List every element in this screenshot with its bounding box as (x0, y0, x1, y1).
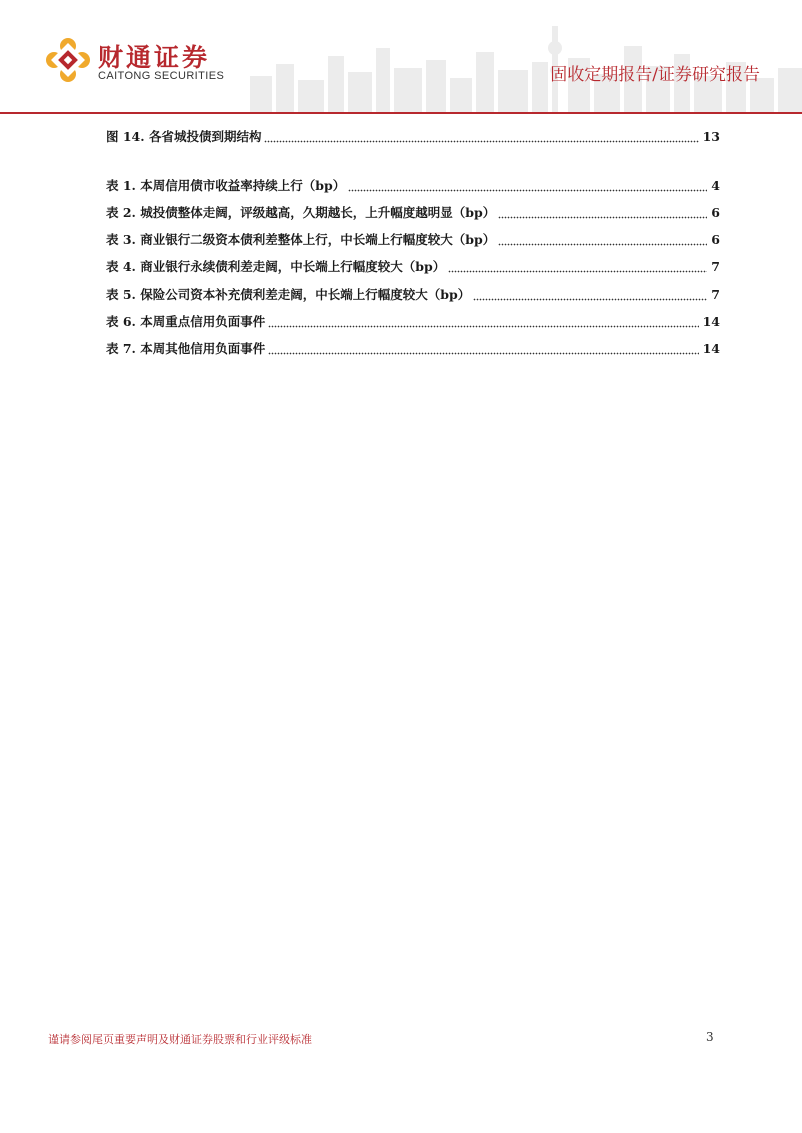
toc-entry-page: 6 (711, 232, 720, 247)
toc-entry[interactable] (106, 204, 720, 222)
toc-entry-page: 7 (711, 259, 720, 274)
toc-entry[interactable] (106, 258, 720, 276)
toc-entry[interactable] (106, 128, 720, 146)
toc-entry-page: 14 (702, 341, 720, 356)
toc-entry-page: 6 (711, 205, 720, 220)
brand-name-cn: 财通证券 (98, 43, 211, 72)
report-type-title: 固收定期报告/证券研究报告 (550, 65, 760, 85)
toc-entry-label: 表 4. 商业银行永续债利差走阔，中长端上行幅度较大（bp） (106, 259, 446, 274)
toc-entry-label: 表 5. 保险公司资本补充债利差走阔，中长端上行幅度较大（bp） (106, 287, 471, 302)
toc-entry-label: 图 14. 各省城投债到期结构 (106, 129, 262, 144)
toc-entry-page: 4 (711, 178, 720, 193)
caitong-logo-icon (46, 38, 90, 82)
dot-leader (264, 139, 698, 143)
toc-entry-label: 表 1. 本周信用债市收益率持续上行（bp） (106, 178, 346, 193)
footer-disclaimer: 谨请参阅尾页重要声明及财通证券股票和行业评级标准 (48, 1033, 312, 1046)
toc-entry-page: 7 (711, 287, 720, 302)
toc-entry[interactable] (106, 286, 720, 304)
dot-leader (268, 351, 698, 355)
dot-leader (473, 297, 707, 301)
toc-entry[interactable] (106, 177, 720, 195)
toc-entry-page: 14 (702, 314, 720, 329)
toc-entry[interactable] (106, 231, 720, 249)
dot-leader (498, 242, 707, 246)
page-header (0, 0, 802, 118)
dot-leader (448, 269, 707, 273)
dot-leader (348, 188, 707, 192)
toc-entry-label: 表 6. 本周重点信用负面事件 (106, 314, 266, 329)
brand-name-en: CAITONG SECURITIES (98, 70, 225, 82)
toc-entry[interactable] (106, 340, 720, 358)
toc-entry-label: 表 3. 商业银行二级资本债利差整体上行，中长端上行幅度较大（bp） (106, 232, 496, 247)
toc-entry[interactable] (106, 313, 720, 331)
header-divider (0, 112, 802, 114)
toc-entry-page: 13 (702, 129, 720, 144)
page-number: 3 (706, 1030, 714, 1044)
toc-entry-label: 表 2. 城投债整体走阔，评级越高，久期越长，上升幅度越明显（bp） (106, 205, 496, 220)
dot-leader (498, 215, 707, 219)
dot-leader (268, 324, 698, 328)
toc-entry-label: 表 7. 本周其他信用负面事件 (106, 341, 266, 356)
